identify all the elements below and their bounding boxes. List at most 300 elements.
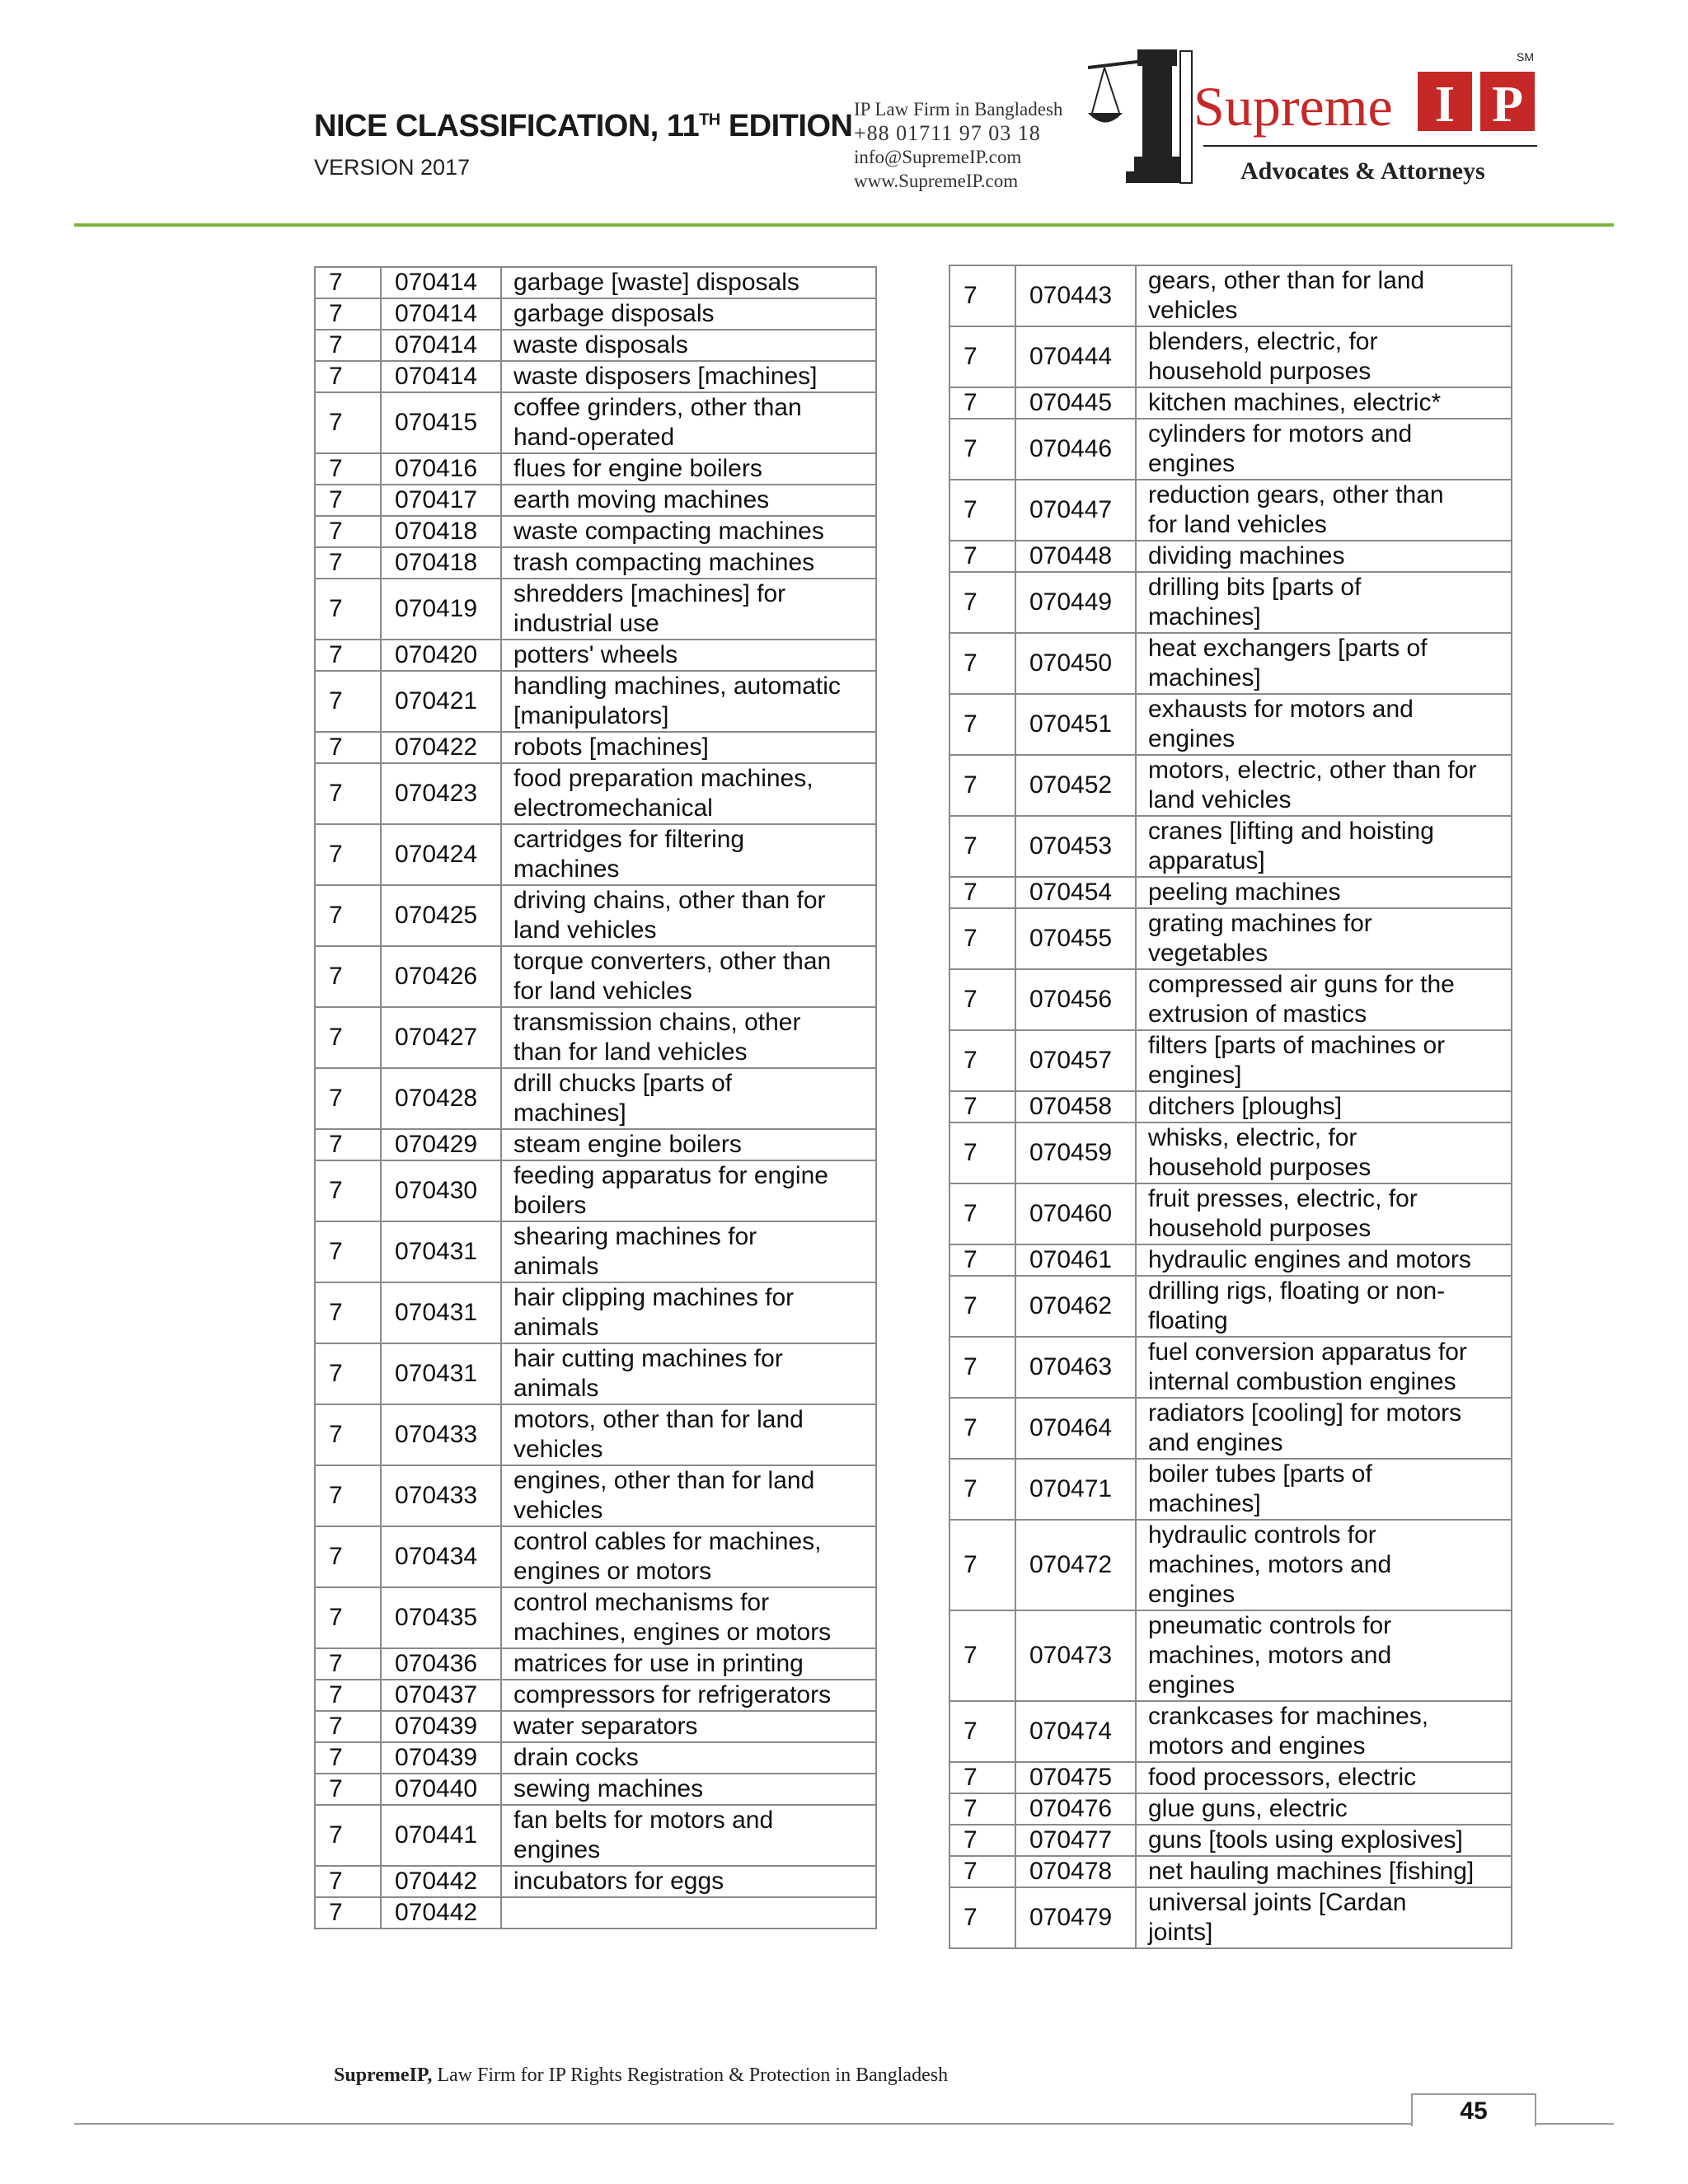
table-row (315, 640, 876, 671)
class-number-cell: 7 (315, 516, 381, 547)
table-row (950, 1610, 1512, 1701)
goods-term-line: fruit presses, electric, for (1148, 1185, 1418, 1212)
basic-number-cell: 070457 (1015, 1030, 1136, 1091)
class-number-cell: 7 (950, 1887, 1015, 1948)
goods-term-line: machines] (1148, 1490, 1261, 1517)
goods-term-line: industrial use (513, 610, 659, 637)
goods-term-line: food preparation machines, (513, 765, 814, 792)
goods-term-cell (1136, 1459, 1512, 1520)
table-row (315, 1404, 876, 1465)
goods-term-line: pneumatic controls for (1148, 1612, 1392, 1639)
goods-term-line: universal joints [Cardan (1148, 1889, 1407, 1916)
goods-term-line: control mechanisms for (513, 1589, 770, 1616)
basic-number-cell: 070431 (381, 1282, 501, 1343)
goods-term-line: electromechanical (513, 794, 713, 822)
class-number-cell: 7 (315, 732, 381, 763)
table-row (315, 1007, 876, 1068)
goods-term-line: boilers (513, 1192, 587, 1219)
table-row (315, 547, 876, 579)
goods-term-line: household purposes (1148, 1154, 1372, 1181)
table-row (950, 1520, 1512, 1610)
goods-term-line: waste disposals (513, 331, 688, 359)
class-number-cell: 7 (315, 1742, 381, 1774)
class-number-cell: 7 (950, 541, 1015, 572)
goods-term-line: household purposes (1148, 1215, 1372, 1242)
goods-term-cell (501, 267, 876, 298)
class-number-cell: 7 (315, 1587, 381, 1648)
table-row (950, 633, 1512, 694)
goods-term-line: guns [tools using explosives] (1148, 1826, 1463, 1854)
basic-number-cell: 070431 (381, 1343, 501, 1404)
goods-term-line: vehicles (513, 1436, 603, 1463)
basic-number-cell: 070453 (1015, 816, 1136, 877)
basic-number-cell: 070464 (1015, 1398, 1136, 1459)
goods-term-line: apparatus] (1148, 847, 1265, 874)
class-number-cell: 7 (950, 1610, 1015, 1701)
goods-term-cell (1136, 480, 1512, 541)
goods-term-cell (501, 946, 876, 1007)
header-divider (74, 223, 1614, 227)
table-row (315, 267, 876, 298)
class-number-cell: 7 (315, 1404, 381, 1465)
class-number-cell: 7 (950, 969, 1015, 1030)
table-row (315, 392, 876, 453)
goods-term-cell (501, 885, 876, 946)
basic-number-cell: 070463 (1015, 1337, 1136, 1398)
goods-term-line: machines] (1148, 603, 1261, 630)
goods-term-line: hand-operated (513, 424, 675, 451)
class-number-cell: 7 (950, 1398, 1015, 1459)
goods-term-line: [manipulators] (513, 702, 669, 729)
basic-number-cell: 070459 (1015, 1122, 1136, 1183)
logo-brand: Supreme (1193, 75, 1393, 138)
class-number-cell: 7 (950, 1856, 1015, 1887)
basic-number-cell: 070462 (1015, 1276, 1136, 1337)
basic-number-cell: 070419 (381, 579, 501, 640)
goods-term-cell (1136, 1030, 1512, 1091)
goods-term-cell (501, 1587, 876, 1648)
goods-term-cell (1136, 1762, 1512, 1793)
table-row (315, 1068, 876, 1129)
table-row (315, 1711, 876, 1742)
goods-term-line: filters [parts of machines or (1148, 1032, 1446, 1059)
supremeip-logo (1088, 35, 1558, 199)
goods-term-line: peeling machines (1148, 879, 1341, 906)
firm-tagline: IP Law Firm in Bangladesh (854, 99, 1063, 120)
goods-term-line: land vehicles (513, 916, 657, 944)
basic-number-cell: 070418 (381, 547, 501, 579)
class-number-cell: 7 (315, 298, 381, 330)
goods-term-line: hydraulic controls for (1148, 1521, 1376, 1549)
goods-term-line: drilling rigs, floating or non- (1148, 1277, 1446, 1305)
goods-term-cell (1136, 1887, 1512, 1948)
basic-number-cell: 070414 (381, 267, 501, 298)
goods-term-cell (501, 1160, 876, 1221)
basic-number-cell: 070460 (1015, 1183, 1136, 1244)
goods-term-line: animals (513, 1314, 599, 1341)
title-main: NICE CLASSIFICATION, 11 (314, 109, 700, 143)
page-number: 45 (1460, 2097, 1488, 2125)
table-row (315, 579, 876, 640)
basic-number-cell: 070451 (1015, 694, 1136, 755)
goods-term-cell (501, 1343, 876, 1404)
basic-number-cell: 070433 (381, 1465, 501, 1526)
table-row (950, 1244, 1512, 1276)
goods-term-cell (501, 1404, 876, 1465)
table-row (315, 1742, 876, 1774)
goods-term-cell (501, 361, 876, 392)
goods-term-line: whisks, electric, for (1148, 1124, 1357, 1151)
scales-of-justice-icon (1088, 49, 1192, 183)
basic-number-cell: 070479 (1015, 1887, 1136, 1948)
basic-number-cell: 070426 (381, 946, 501, 1007)
goods-term-cell (501, 485, 876, 516)
goods-term-line: garbage [waste] disposals (513, 269, 799, 296)
basic-number-cell: 070414 (381, 361, 501, 392)
goods-term-cell (1136, 908, 1512, 969)
goods-term-cell (501, 330, 876, 361)
basic-number-cell: 070414 (381, 330, 501, 361)
class-number-cell: 7 (315, 1866, 381, 1897)
goods-term-line: cartridges for filtering (513, 826, 745, 853)
table-row (950, 572, 1512, 633)
class-number-cell: 7 (950, 1825, 1015, 1856)
goods-term-line: cranes [lifting and hoisting (1148, 818, 1434, 845)
basic-number-cell: 070445 (1015, 387, 1136, 419)
class-number-cell: 7 (950, 877, 1015, 908)
goods-term-cell (501, 1129, 876, 1160)
goods-term-line: grating machines for (1148, 910, 1372, 937)
table-row (315, 1129, 876, 1160)
goods-term-cell (501, 1526, 876, 1587)
goods-term-line: floating (1148, 1307, 1228, 1334)
goods-term-cell (501, 1221, 876, 1282)
class-number-cell: 7 (315, 1897, 381, 1929)
goods-term-line: steam engine boilers (513, 1131, 742, 1158)
table-row (315, 298, 876, 330)
goods-term-cell (1136, 1825, 1512, 1856)
website-url: www.SupremeIP.com (854, 171, 1019, 191)
goods-term-cell (1136, 1856, 1512, 1887)
class-number-cell: 7 (315, 547, 381, 579)
table-row (315, 1648, 876, 1680)
table-row (950, 265, 1512, 326)
basic-number-cell: 070439 (381, 1711, 501, 1742)
goods-term-cell (1136, 1122, 1512, 1183)
basic-number-cell: 070442 (381, 1897, 501, 1929)
goods-term-cell (1136, 1244, 1512, 1276)
logo-ip-letter-p: P (1492, 77, 1523, 133)
class-number-cell: 7 (950, 326, 1015, 387)
goods-term-line: land vehicles (1148, 786, 1292, 813)
email-address: info@SupremeIP.com (854, 147, 1022, 167)
goods-term-line: control cables for machines, (513, 1528, 822, 1555)
basic-number-cell: 070456 (1015, 969, 1136, 1030)
goods-term-cell (1136, 877, 1512, 908)
goods-term-line: garbage disposals (513, 300, 715, 327)
class-number-cell: 7 (950, 816, 1015, 877)
goods-term-line: water separators (513, 1713, 698, 1740)
class-number-cell: 7 (315, 1343, 381, 1404)
goods-term-cell (1136, 326, 1512, 387)
table-row (950, 1030, 1512, 1091)
basic-number-cell: 070442 (381, 1866, 501, 1897)
goods-term-cell (501, 1007, 876, 1068)
goods-term-line: dividing machines (1148, 542, 1345, 569)
goods-term-cell (501, 1866, 876, 1897)
table-row (950, 694, 1512, 755)
goods-term-line: engines (1148, 450, 1236, 477)
basic-number-cell: 070429 (381, 1129, 501, 1160)
goods-term-cell (501, 1680, 876, 1711)
class-number-cell: 7 (315, 824, 381, 885)
table-row (950, 1701, 1512, 1762)
table-row (315, 671, 876, 732)
goods-term-line: gears, other than for land (1148, 267, 1425, 294)
goods-term-line: compressors for refrigerators (513, 1681, 832, 1708)
table-row (950, 908, 1512, 969)
class-number-cell: 7 (315, 1160, 381, 1221)
class-number-cell: 7 (950, 1459, 1015, 1520)
phone-number: +88 01711 97 03 18 (854, 121, 1041, 145)
class-number-cell: 7 (315, 392, 381, 453)
table-row (950, 541, 1512, 572)
table-row (950, 816, 1512, 877)
goods-term-line: hydraulic engines and motors (1148, 1246, 1471, 1273)
goods-term-line: ditchers [ploughs] (1148, 1093, 1343, 1120)
goods-term-line: flues for engine boilers (513, 455, 762, 482)
goods-term-cell (501, 824, 876, 885)
table-row (950, 1793, 1512, 1825)
title-superscript: TH (699, 110, 720, 129)
class-number-cell: 7 (315, 671, 381, 732)
class-number-cell: 7 (315, 330, 381, 361)
class-number-cell: 7 (950, 1701, 1015, 1762)
class-number-cell: 7 (950, 1091, 1015, 1122)
goods-term-cell (1136, 1701, 1512, 1762)
logo-service-mark: SM (1517, 50, 1534, 63)
class-number-cell: 7 (315, 1680, 381, 1711)
class-number-cell: 7 (950, 1762, 1015, 1793)
basic-number-cell: 070420 (381, 640, 501, 671)
classification-table-left (314, 266, 877, 1929)
goods-term-line: machines, motors and (1148, 1642, 1392, 1669)
goods-term-line: crankcases for machines, (1148, 1703, 1429, 1730)
table-row (315, 1774, 876, 1805)
table-row (315, 453, 876, 485)
goods-term-line: boiler tubes [parts of (1148, 1460, 1372, 1488)
goods-term-line: machines] (1148, 664, 1261, 691)
version-label: VERSION 2017 (314, 155, 471, 180)
goods-term-line: torque converters, other than (513, 948, 832, 975)
footer-divider (74, 2123, 1614, 2125)
class-number-cell: 7 (315, 1774, 381, 1805)
goods-term-cell (1136, 1276, 1512, 1337)
goods-term-line: than for land vehicles (513, 1038, 748, 1066)
table-row (315, 1680, 876, 1711)
table-row (315, 1587, 876, 1648)
class-number-cell: 7 (950, 480, 1015, 541)
table-row (315, 763, 876, 824)
goods-term-line: engines] (1148, 1062, 1242, 1089)
goods-term-cell (1136, 1183, 1512, 1244)
basic-number-cell: 070431 (381, 1221, 501, 1282)
basic-number-cell: 070434 (381, 1526, 501, 1587)
basic-number-cell: 070471 (1015, 1459, 1136, 1520)
goods-term-cell (501, 1897, 876, 1929)
basic-number-cell: 070447 (1015, 480, 1136, 541)
goods-term-line: engines or motors (513, 1558, 712, 1585)
class-number-cell: 7 (315, 1805, 381, 1866)
goods-term-line: motors, electric, other than for (1148, 757, 1477, 784)
goods-term-line: machines (513, 855, 620, 883)
basic-number-cell: 070449 (1015, 572, 1136, 633)
goods-term-line: shearing machines for (513, 1223, 757, 1250)
goods-term-line: exhausts for motors and (1148, 696, 1414, 723)
basic-number-cell: 070474 (1015, 1701, 1136, 1762)
basic-number-cell: 070435 (381, 1587, 501, 1648)
class-number-cell: 7 (315, 640, 381, 671)
goods-term-line: motors and engines (1148, 1732, 1366, 1760)
goods-term-cell (1136, 633, 1512, 694)
goods-term-line: hair cutting machines for (513, 1345, 783, 1372)
table-row (315, 1221, 876, 1282)
table-row (315, 485, 876, 516)
goods-term-cell (1136, 755, 1512, 816)
basic-number-cell: 070440 (381, 1774, 501, 1805)
basic-number-cell: 070427 (381, 1007, 501, 1068)
table-row (315, 1282, 876, 1343)
table-row (950, 1856, 1512, 1887)
basic-number-cell: 070423 (381, 763, 501, 824)
class-number-cell: 7 (315, 946, 381, 1007)
goods-term-cell (1136, 387, 1512, 419)
goods-term-line: engines (1148, 725, 1236, 752)
goods-term-line: cylinders for motors and (1148, 420, 1413, 448)
basic-number-cell: 070430 (381, 1160, 501, 1221)
goods-term-line: drain cocks (513, 1744, 639, 1771)
table-row (315, 1465, 876, 1526)
basic-number-cell: 070450 (1015, 633, 1136, 694)
goods-term-line: internal combustion engines (1148, 1368, 1456, 1395)
goods-term-line: engines, other than for land (513, 1467, 815, 1494)
basic-number-cell: 070454 (1015, 877, 1136, 908)
goods-term-cell (1136, 419, 1512, 480)
goods-term-cell (501, 732, 876, 763)
goods-term-line: motors, other than for land (513, 1406, 804, 1433)
class-number-cell: 7 (315, 361, 381, 392)
class-number-cell: 7 (315, 453, 381, 485)
table-row (950, 1398, 1512, 1459)
basic-number-cell: 070472 (1015, 1520, 1136, 1610)
goods-term-line: joints] (1148, 1919, 1213, 1946)
goods-term-cell (1136, 1398, 1512, 1459)
goods-term-line: blenders, electric, for (1148, 328, 1378, 355)
goods-term-cell (501, 1465, 876, 1526)
goods-term-line: vehicles (513, 1497, 603, 1524)
class-number-cell: 7 (315, 763, 381, 824)
basic-number-cell: 070428 (381, 1068, 501, 1129)
goods-term-line: glue guns, electric (1148, 1795, 1348, 1822)
table-row (315, 946, 876, 1007)
class-number-cell: 7 (315, 1648, 381, 1680)
goods-term-line: extrusion of mastics (1148, 1001, 1367, 1028)
basic-number-cell: 070433 (381, 1404, 501, 1465)
goods-term-line: reduction gears, other than (1148, 481, 1444, 509)
table-row (315, 885, 876, 946)
table-row (315, 1805, 876, 1866)
class-number-cell: 7 (950, 419, 1015, 480)
goods-term-cell (501, 516, 876, 547)
goods-term-line: vehicles (1148, 297, 1238, 324)
class-number-cell: 7 (315, 1007, 381, 1068)
classification-table-right (949, 265, 1512, 1949)
goods-term-line: sewing machines (513, 1775, 704, 1802)
title-tail: EDITION (720, 109, 853, 143)
basic-number-cell: 070417 (381, 485, 501, 516)
goods-term-cell (501, 392, 876, 453)
footer-firm-description: Law Firm for IP Rights Registration & Protection in Bangladesh (432, 2064, 949, 2086)
basic-number-cell: 070461 (1015, 1244, 1136, 1276)
class-number-cell: 7 (315, 885, 381, 946)
goods-term-line: radiators [cooling] for motors (1148, 1399, 1462, 1427)
table-row (950, 1122, 1512, 1183)
basic-number-cell: 070416 (381, 453, 501, 485)
table-row (315, 824, 876, 885)
goods-term-line: drill chucks [parts of (513, 1070, 733, 1097)
goods-term-line: net hauling machines [fishing] (1148, 1858, 1475, 1885)
table-row (950, 326, 1512, 387)
basic-number-cell: 070446 (1015, 419, 1136, 480)
basic-number-cell: 070437 (381, 1680, 501, 1711)
basic-number-cell: 070418 (381, 516, 501, 547)
table-row (950, 1091, 1512, 1122)
class-number-cell: 7 (950, 755, 1015, 816)
class-number-cell: 7 (315, 1282, 381, 1343)
basic-number-cell: 070439 (381, 1742, 501, 1774)
goods-term-cell (501, 453, 876, 485)
goods-term-cell (1136, 694, 1512, 755)
logo-ip-letter-i: I (1434, 77, 1456, 133)
class-number-cell: 7 (950, 265, 1015, 326)
goods-term-line: earth moving machines (513, 486, 770, 513)
footer-firm-line (334, 2064, 948, 2087)
goods-term-line: drilling bits [parts of (1148, 574, 1362, 601)
goods-term-line: and engines (1148, 1429, 1283, 1456)
goods-term-line: animals (513, 1375, 599, 1402)
basic-number-cell: 070421 (381, 671, 501, 732)
basic-number-cell: 070424 (381, 824, 501, 885)
goods-term-cell (1136, 1610, 1512, 1701)
class-number-cell: 7 (950, 1793, 1015, 1825)
table-row (315, 361, 876, 392)
goods-term-line: engines (513, 1836, 601, 1863)
basic-number-cell: 070415 (381, 392, 501, 453)
goods-term-line: fuel conversion apparatus for (1148, 1338, 1467, 1366)
basic-number-cell: 070475 (1015, 1762, 1136, 1793)
table-row (315, 1866, 876, 1897)
basic-number-cell: 070473 (1015, 1610, 1136, 1701)
class-number-cell: 7 (950, 694, 1015, 755)
goods-term-line: hair clipping machines for (513, 1284, 795, 1311)
goods-term-cell (1136, 572, 1512, 633)
table-row (950, 1825, 1512, 1856)
class-number-cell: 7 (315, 267, 381, 298)
class-number-cell: 7 (315, 579, 381, 640)
basic-number-cell: 070476 (1015, 1793, 1136, 1825)
goods-term-cell (1136, 541, 1512, 572)
class-number-cell: 7 (950, 908, 1015, 969)
